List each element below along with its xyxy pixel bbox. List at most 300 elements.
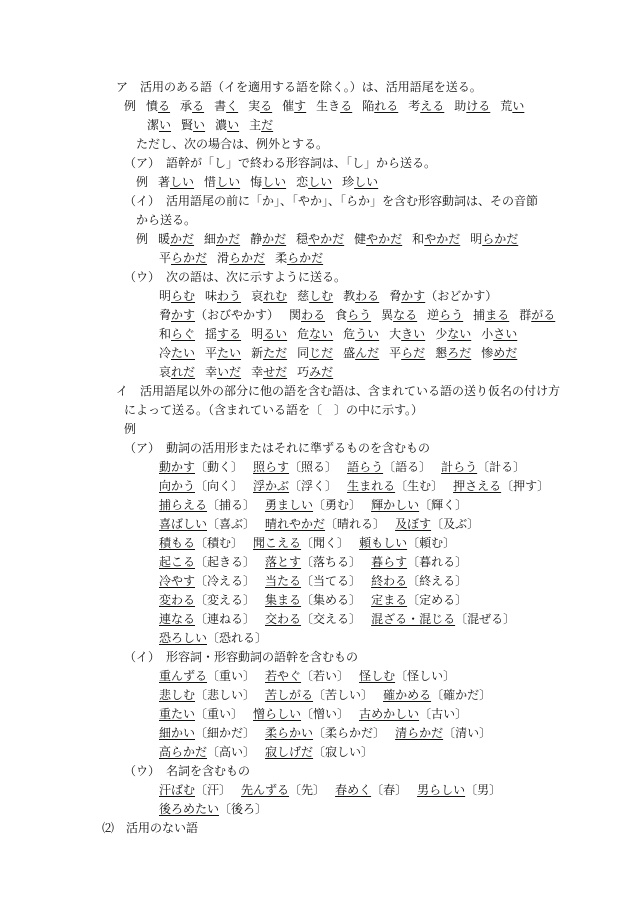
- word-reference: 〔寂しい〕: [313, 745, 374, 759]
- word-stem: 例: [136, 175, 149, 189]
- example-word: [124, 97, 136, 116]
- rule-a2-examples-line-1: [136, 230, 518, 249]
- okurigana-underlined: 先んずる: [241, 783, 290, 797]
- okurigana-underlined: 細かい: [159, 726, 196, 740]
- example-word: [362, 97, 398, 116]
- example-word: [159, 325, 195, 344]
- rule-i1-row-6: [159, 553, 467, 572]
- example-word: [408, 97, 444, 116]
- example-word: [215, 116, 239, 135]
- example-word: [136, 173, 148, 192]
- example-word: [241, 781, 325, 800]
- rule-a2-heading-line-1: （イ） 活用語尾の前に「か」、「やか」、「らか」を含む形容動詞は、その音節: [124, 194, 539, 208]
- word-stem: 荒: [500, 99, 513, 113]
- word-reference: 〔清い〕: [443, 726, 492, 740]
- example-word: [343, 325, 379, 344]
- okurigana-underlined: 若やぐ: [265, 669, 302, 683]
- rule-a-heading: ア 活用のある語（イを適用する語を除く。）は、活用語尾を送る。: [116, 80, 482, 94]
- okurigana-underlined: なる: [393, 308, 418, 322]
- example-word: [159, 306, 279, 325]
- okurigana-underlined: やかだ: [366, 232, 403, 246]
- example-word: [251, 363, 287, 382]
- example-word: [481, 344, 517, 363]
- word-reference: 〔落ちる〕: [301, 555, 362, 569]
- okurigana-underlined: 押さえる: [453, 479, 502, 493]
- example-word: [335, 781, 407, 800]
- rule-i1-row-10: [159, 629, 267, 648]
- word-stem: 明: [159, 289, 172, 303]
- word-reference: 〔喜ぶ〕: [207, 517, 256, 531]
- example-word: [159, 629, 267, 648]
- example-word: [158, 173, 194, 192]
- example-word: [347, 458, 431, 477]
- word-stem: 書: [214, 99, 227, 113]
- okurigana-underlined: 捕らえる: [159, 498, 208, 512]
- word-reference: 〔連ねる〕: [195, 612, 256, 626]
- example-word: [159, 363, 195, 382]
- rule-a2-heading-line-2: から送る。: [136, 213, 197, 227]
- okurigana-underlined: える: [420, 99, 445, 113]
- example-word: [159, 553, 255, 572]
- word-stem: 憤: [146, 99, 159, 113]
- okurigana-underlined: い: [227, 118, 240, 132]
- okurigana-underlined: 終わる: [371, 574, 408, 588]
- word-stem: 静: [250, 232, 263, 246]
- word-stem: 哀: [251, 289, 264, 303]
- rule-i1-row-3: [159, 496, 467, 515]
- word-reference: 〔先〕: [289, 783, 326, 797]
- word-reference: 〔輝く〕: [419, 498, 468, 512]
- word-stem: 和: [412, 232, 425, 246]
- okurigana-underlined: るい: [263, 327, 288, 341]
- rule-i3-row-1: [159, 781, 501, 800]
- okurigana-underlined: 古めかしい: [359, 707, 420, 721]
- word-stem: 恋: [296, 175, 309, 189]
- okurigana-underlined: す: [294, 99, 307, 113]
- example-word: [395, 515, 479, 534]
- okurigana-underlined: 後ろめたい: [159, 802, 220, 816]
- example-word: [159, 249, 207, 268]
- example-word: [371, 572, 467, 591]
- example-word: [381, 306, 417, 325]
- example-word: [265, 515, 385, 534]
- okurigana-underlined: 暮らす: [371, 555, 408, 569]
- rule-a-exception-note: ただし、次の場合は、例外とする。: [136, 137, 329, 151]
- example-word: [159, 610, 255, 629]
- example-word: [389, 344, 425, 363]
- okurigana-underlined: しい: [216, 175, 241, 189]
- okurigana-underlined: 晴れやかだ: [265, 517, 326, 531]
- word-stem: 珍: [342, 175, 355, 189]
- word-reference: 〔重い〕: [207, 669, 256, 683]
- example-word: [205, 325, 241, 344]
- word-stem: 新: [251, 346, 264, 360]
- example-word: [159, 686, 255, 705]
- word-stem: 危: [297, 327, 310, 341]
- okurigana-underlined: い: [159, 118, 172, 132]
- example-word: [435, 325, 471, 344]
- okurigana-underlined: らかだ: [482, 232, 519, 246]
- example-word: [180, 97, 204, 116]
- okurigana-underlined: しい: [308, 175, 333, 189]
- okurigana-underlined: 混ざる・混じる: [371, 612, 456, 626]
- okurigana-underlined: やかだ: [308, 232, 345, 246]
- okurigana-underlined: じだ: [309, 346, 334, 360]
- rule-a3-row-4: [159, 344, 517, 363]
- example-word: [265, 591, 361, 610]
- word-reference: 〔混ぜる〕: [455, 612, 516, 626]
- example-word: [265, 743, 373, 762]
- okurigana-underlined: かだ: [262, 232, 287, 246]
- example-word: [359, 667, 455, 686]
- word-reference: 〔暮れる〕: [407, 555, 468, 569]
- example-word: [253, 705, 349, 724]
- word-reference: 〔細かだ〕: [195, 726, 256, 740]
- example-word: [204, 173, 240, 192]
- okurigana-underlined: 及ぼす: [395, 517, 432, 531]
- example-word: [470, 230, 518, 249]
- okurigana-underlined: しい: [354, 175, 379, 189]
- rule-i2-row-3: [159, 705, 467, 724]
- example-word: [265, 610, 361, 629]
- example-word: [371, 591, 467, 610]
- word-stem: 悔: [250, 175, 263, 189]
- word-stem: 盛: [343, 346, 356, 360]
- example-word: [297, 363, 333, 382]
- okurigana-underlined: 連なる: [159, 612, 196, 626]
- word-stem: 少: [435, 327, 448, 341]
- example-word: [214, 97, 238, 116]
- okurigana-underlined: 頼もしい: [359, 536, 408, 550]
- okurigana-underlined: 春めく: [335, 783, 372, 797]
- example-word: [412, 230, 460, 249]
- word-stem: 味: [205, 289, 218, 303]
- word-reference: 〔春〕: [371, 783, 408, 797]
- word-stem: 惨: [481, 346, 494, 360]
- word-reference: 〔集める〕: [301, 593, 362, 607]
- okurigana-underlined: きい: [401, 327, 426, 341]
- word-stem: 巧: [297, 365, 310, 379]
- word-reference: 〔生む〕: [395, 479, 444, 493]
- okurigana-underlined: しむ: [309, 289, 334, 303]
- okurigana-underlined: 男らしい: [417, 783, 466, 797]
- word-stem: 同: [297, 346, 310, 360]
- word-stem: 幸: [251, 365, 264, 379]
- example-word: [359, 705, 467, 724]
- word-reference: 〔高い〕: [207, 745, 256, 759]
- word-stem: 潔: [147, 118, 160, 132]
- word-stem: 陥: [362, 99, 375, 113]
- rule-i2-heading: （イ） 形容詞・形容動詞の語幹を含むもの: [124, 650, 359, 664]
- example-word: [159, 534, 243, 553]
- word-stem: 異: [381, 308, 394, 322]
- word-reference: 〔及ぶ〕: [431, 517, 480, 531]
- example-word: [159, 344, 195, 363]
- word-reference: 〔浮く〕: [289, 479, 338, 493]
- rule-i1-row-5: [159, 534, 455, 553]
- okurigana-underlined: 柔らかい: [265, 726, 314, 740]
- okurigana-underlined: 積もる: [159, 536, 196, 550]
- example-word: [519, 306, 555, 325]
- example-word: [297, 325, 333, 344]
- word-stem: 関: [289, 308, 302, 322]
- rule-i3-row-2: [159, 800, 267, 819]
- word-reference: 〔動く〕: [195, 460, 244, 474]
- example-word: [159, 781, 231, 800]
- okurigana-underlined: 勇ましい: [265, 498, 314, 512]
- okurigana-underlined: しい: [262, 175, 287, 189]
- okurigana-underlined: ただ: [263, 346, 288, 360]
- okurigana-underlined: らかだ: [171, 251, 208, 265]
- word-reference: 〔勇む〕: [313, 498, 362, 512]
- example-word: [500, 97, 524, 116]
- word-reference: 〔起きる〕: [195, 555, 256, 569]
- word-reference: 〔変える〕: [195, 593, 256, 607]
- example-word: [342, 173, 378, 192]
- rule-i1-row-8: [159, 591, 467, 610]
- word-stem: 懇: [435, 346, 448, 360]
- word-stem: 揺: [205, 327, 218, 341]
- word-stem: 例: [124, 99, 137, 113]
- word-stem: 群: [519, 308, 532, 322]
- okurigana-underlined: らう: [347, 308, 372, 322]
- word-stem: 幸: [205, 365, 218, 379]
- example-word: [159, 287, 195, 306]
- okurigana-underlined: 向かう: [159, 479, 196, 493]
- example-word: [205, 363, 241, 382]
- rule-a3-row-5: [159, 363, 333, 382]
- okurigana-underlined: 集まる: [265, 593, 302, 607]
- word-reference: 〔怪しい〕: [395, 669, 456, 683]
- word-reference: 〔男〕: [465, 783, 502, 797]
- example-word: [253, 477, 337, 496]
- okurigana-underlined: んだ: [355, 346, 380, 360]
- example-word: [389, 287, 497, 306]
- example-word: [159, 496, 255, 515]
- example-word: [296, 230, 344, 249]
- okurigana-underlined: やかだ: [424, 232, 461, 246]
- word-stem: 著: [158, 175, 171, 189]
- okurigana-underlined: らう: [439, 308, 464, 322]
- example-word: [473, 306, 509, 325]
- okurigana-underlined: 寂しげだ: [265, 745, 314, 759]
- example-word: [481, 325, 517, 344]
- word-reference: 〔聞く〕: [301, 536, 350, 550]
- okurigana-underlined: 確かめる: [383, 688, 432, 702]
- example-word: [371, 496, 467, 515]
- okurigana-underlined: ない: [309, 327, 334, 341]
- word-reference: （おびやかす）: [195, 308, 280, 322]
- example-word: [343, 287, 379, 306]
- word-reference: 〔確かだ〕: [431, 688, 492, 702]
- okurigana-underlined: わる: [301, 308, 326, 322]
- example-word: [453, 477, 549, 496]
- word-stem: 平: [159, 251, 172, 265]
- example-word: [265, 496, 361, 515]
- word-stem: 滑: [217, 251, 230, 265]
- section-2-heading: ⑵ 活用のない語: [102, 821, 199, 835]
- word-reference: 〔押す〕: [501, 479, 550, 493]
- okurigana-underlined: る: [192, 99, 205, 113]
- example-word: [251, 325, 287, 344]
- rule-i-example-label: 例: [124, 422, 137, 436]
- okurigana-underlined: 浮かぶ: [253, 479, 290, 493]
- example-word: [146, 97, 170, 116]
- word-reference: 〔交える〕: [301, 612, 362, 626]
- word-reference: 〔憎い〕: [301, 707, 350, 721]
- word-reference: 〔後ろ〕: [219, 802, 268, 816]
- word-stem: 大: [389, 327, 402, 341]
- okurigana-underlined: らむ: [171, 289, 196, 303]
- example-word: [159, 591, 255, 610]
- rule-i-heading-line-2: によって送る。（含まれている語を〔 〕の中に示す。）: [124, 403, 424, 417]
- example-word: [159, 667, 255, 686]
- word-reference: 〔苦しい〕: [313, 688, 374, 702]
- example-word: [265, 686, 373, 705]
- word-reference: 〔当てる〕: [301, 574, 362, 588]
- rule-i1-row-2: [159, 477, 549, 496]
- word-stem: 小: [481, 327, 494, 341]
- okurigana-underlined: たい: [217, 346, 242, 360]
- rule-a3-heading: （ウ） 次の語は、次に示すように送る。: [124, 270, 347, 284]
- word-stem: 柔: [275, 251, 288, 265]
- word-stem: 惜: [204, 175, 217, 189]
- word-stem: 明: [251, 327, 264, 341]
- okurigana-underlined: いだ: [217, 365, 242, 379]
- example-word: [297, 344, 333, 363]
- example-word: [359, 534, 455, 553]
- word-stem: 催: [282, 99, 295, 113]
- word-reference: 〔悲しい〕: [195, 688, 256, 702]
- example-word: [441, 458, 525, 477]
- example-word: [265, 667, 349, 686]
- example-word: [454, 97, 490, 116]
- okurigana-underlined: しい: [170, 175, 195, 189]
- word-stem: 平: [389, 346, 402, 360]
- word-reference: 〔恐れる〕: [207, 631, 268, 645]
- word-stem: 主: [249, 118, 262, 132]
- word-stem: 脅: [389, 289, 402, 303]
- word-stem: 実: [248, 99, 261, 113]
- okurigana-underlined: ない: [447, 327, 472, 341]
- word-stem: 哀: [159, 365, 172, 379]
- okurigana-underlined: がる: [531, 308, 556, 322]
- example-word: [389, 325, 425, 344]
- example-word: [181, 116, 205, 135]
- example-word: [427, 306, 463, 325]
- word-reference: 〔定める〕: [407, 593, 468, 607]
- example-word: [205, 287, 241, 306]
- word-stem: 捕: [473, 308, 486, 322]
- word-stem: 生き: [316, 99, 341, 113]
- okurigana-underlined: わる: [355, 289, 380, 303]
- example-word: [253, 534, 349, 553]
- okurigana-underlined: 語らう: [347, 460, 384, 474]
- rule-a-examples-line-2: [147, 116, 273, 135]
- okurigana-underlined: れむ: [263, 289, 288, 303]
- example-word: [371, 610, 515, 629]
- rule-i1-heading: （ア） 動詞の活用形またはそれに準ずるものを含むもの: [124, 441, 431, 455]
- okurigana-underlined: かだ: [170, 232, 195, 246]
- rule-a3-row-3: [159, 325, 517, 344]
- okurigana-underlined: らかだ: [229, 251, 266, 265]
- rule-i1-row-4: [159, 515, 479, 534]
- word-reference: 〔計る〕: [477, 460, 526, 474]
- rule-a3-row-2: [159, 306, 555, 325]
- word-stem: 和: [159, 327, 172, 341]
- okurigana-underlined: まる: [485, 308, 510, 322]
- example-word: [251, 344, 287, 363]
- okurigana-underlined: 当たる: [265, 574, 302, 588]
- okurigana-underlined: らかだ: [287, 251, 324, 265]
- okurigana-underlined: わう: [217, 289, 242, 303]
- word-stem: 濃: [215, 118, 228, 132]
- example-word: [371, 553, 467, 572]
- okurigana-underlined: る: [260, 99, 273, 113]
- example-word: [265, 572, 361, 591]
- word-reference: 〔汗〕: [195, 783, 232, 797]
- word-reference: 〔終える〕: [407, 574, 468, 588]
- word-stem: 賢: [181, 118, 194, 132]
- okurigana-underlined: く: [226, 99, 239, 113]
- rule-a-examples-line-1: [124, 97, 524, 116]
- example-word: [343, 344, 379, 363]
- rule-i-heading-line-1: イ 活用語尾以外の部分に他の語を含む語は、含まれている語の送り仮名の付け方: [116, 384, 561, 398]
- okurigana-underlined: 怪しむ: [359, 669, 396, 683]
- okurigana-underlined: 苦しがる: [265, 688, 314, 702]
- example-word: [335, 306, 371, 325]
- okurigana-underlined: 喜ばしい: [159, 517, 208, 531]
- word-stem: 脅: [159, 308, 172, 322]
- rule-a1-heading: （ア） 語幹が「し」で終わる形容詞は、「し」から送る。: [124, 156, 437, 170]
- example-word: [289, 306, 325, 325]
- example-word: [136, 230, 148, 249]
- okurigana-underlined: たい: [171, 346, 196, 360]
- example-word: [217, 249, 265, 268]
- okurigana-underlined: 冷やす: [159, 574, 196, 588]
- okurigana-underlined: 落とす: [265, 555, 302, 569]
- okurigana-underlined: 動かす: [159, 460, 196, 474]
- rule-i1-row-1: [159, 458, 525, 477]
- okurigana-underlined: 汗ばむ: [159, 783, 196, 797]
- word-stem: 暖: [158, 232, 171, 246]
- okurigana-underlined: 高らかだ: [159, 745, 208, 759]
- example-word: [282, 97, 306, 116]
- word-reference: 〔積む〕: [195, 536, 244, 550]
- okurigana-underlined: る: [340, 99, 353, 113]
- word-stem: 考: [408, 99, 421, 113]
- word-reference: 〔重い〕: [195, 707, 244, 721]
- okurigana-underlined: 聞こえる: [253, 536, 302, 550]
- example-word: [296, 173, 332, 192]
- example-word: [159, 800, 267, 819]
- okurigana-underlined: れだ: [171, 365, 196, 379]
- word-stem: 明: [470, 232, 483, 246]
- okurigana-underlined: うい: [355, 327, 380, 341]
- okurigana-underlined: 清らかだ: [395, 726, 444, 740]
- rule-i1-row-9: [159, 610, 515, 629]
- word-stem: 助: [454, 99, 467, 113]
- okurigana-underlined: だ: [261, 118, 274, 132]
- okurigana-underlined: かす: [401, 289, 426, 303]
- okurigana-underlined: 憎らしい: [253, 707, 302, 721]
- rule-a1-examples: [136, 173, 378, 192]
- example-word: [159, 477, 243, 496]
- word-reference: 〔冷える〕: [195, 574, 256, 588]
- okurigana-underlined: らぐ: [171, 327, 196, 341]
- okurigana-underlined: 照らす: [253, 460, 290, 474]
- word-reference: 〔向く〕: [195, 479, 244, 493]
